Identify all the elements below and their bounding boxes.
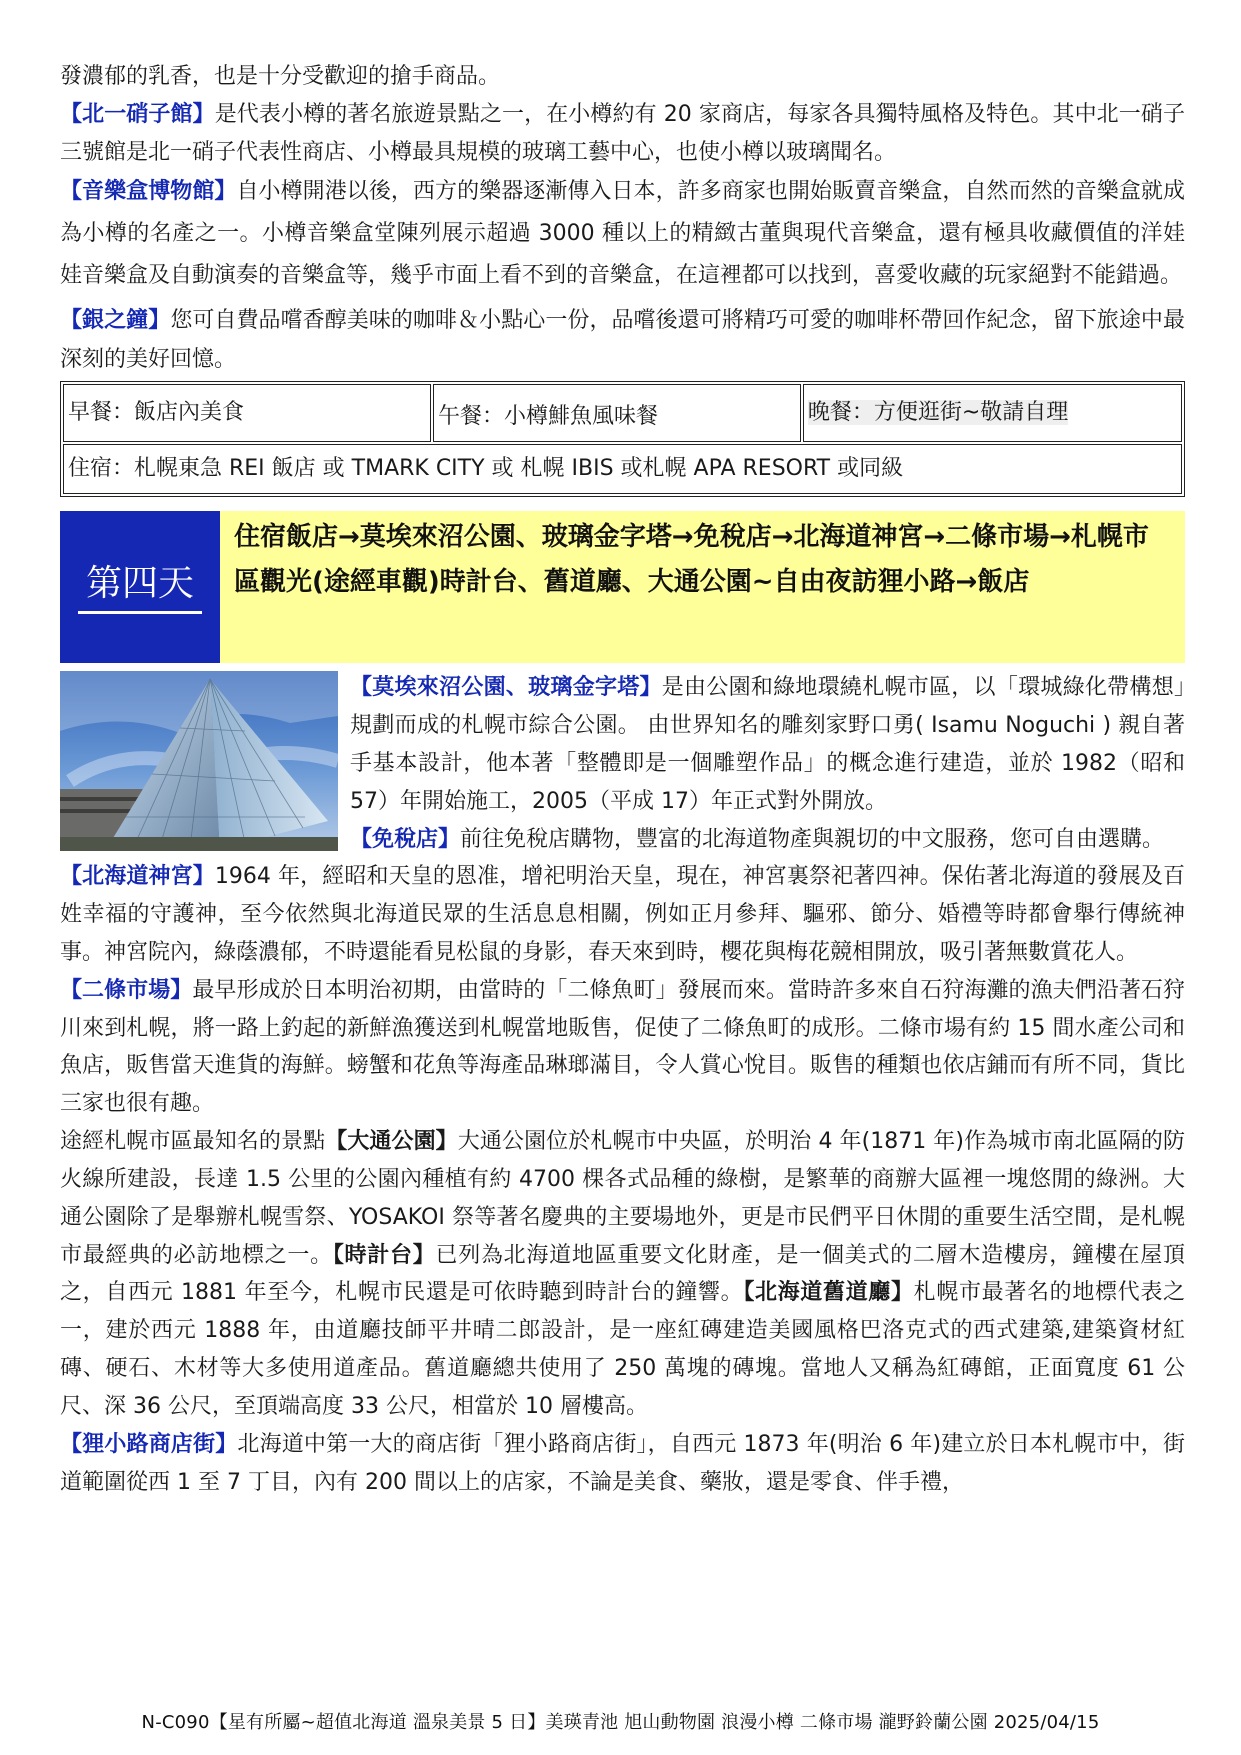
section-moerenuma xyxy=(350,669,1185,820)
old-government-text: 札幌市最著名的地標代表之一，建於西元 1888 年，由道廳技師平井晴二郎設計，是一座紅磚建造美國風格巴洛克式的西式建築,建築資材紅磚、硬石、木材等大多使用道產品。舊道廳總共使用了 250 萬塊的磚塊。當地人又稱為紅磚館，正面寬度 61 公尺、深 36 公尺，至頂端高度 33 公尺，相當於 10 層樓高。 xyxy=(60,1280,1185,1419)
section-tag: 【北海道神宮】 xyxy=(60,864,215,890)
page-footer: N-C090【星有所屬~超值北海道 溫泉美景 5 日】美瑛青池 旭山動物園 浪漫小樽 二條市場 瀧野鈴蘭公園 2025/04/15 xyxy=(141,1712,1100,1733)
day-banner xyxy=(60,511,1185,663)
section-city-tour xyxy=(60,1123,1185,1426)
section-tag: 【音樂盒博物館】 xyxy=(60,179,237,205)
section-tag: 【莫埃來沼公園、玻璃金字塔】 xyxy=(350,675,662,701)
section-tag: 【狸小路商店街】 xyxy=(60,1431,238,1457)
section-text: 1964 年，經昭和天皇的恩准，增祀明治天皇，現在，神宮裏祭祀著四神。保佑著北海道的發展及百姓幸福的守護神，至今依然與北海道民眾的生活息息相關，例如正月參拜、驅邪、節分、婚禮等時都會舉行傳統神事。神宮院內，綠蔭濃郁，不時還能看見松鼠的身影，春天來到時，櫻花與梅花競相開放，吸引著無數賞花人。 xyxy=(60,864,1185,965)
dinner-text: 晚餐：方便逛街~敬請自理 xyxy=(807,399,1069,425)
city-lead: 途經札幌市區最知名的景點 xyxy=(60,1129,326,1155)
section-text: 是代表小樽的著名旅遊景點之一，在小樽約有 20 家商店，每家各具獨特風格及特色。其中北一硝子三號館是北一硝子代表性商店、小樽最具規模的玻璃工藝中心，也使小樽以玻璃聞名。 xyxy=(60,101,1185,165)
day-route: 住宿飯店→莫埃來沼公園、玻璃金字塔→免稅店→北海道神宮→二條市場→札幌市區觀光(途經車觀)時計台、舊道廳、大通公園~自由夜訪狸小路→飯店 xyxy=(220,511,1185,663)
glass-pyramid-image xyxy=(60,671,338,851)
clock-tower-tag: 【時計台】 xyxy=(332,1242,436,1268)
section-duty-free xyxy=(350,821,1185,859)
document-page xyxy=(60,58,1185,1501)
photo-section xyxy=(60,669,1185,858)
section-text: 您可自費品嚐香醇美味的咖啡＆小點心一份，品嚐後還可將精巧可愛的咖啡杯帶回作紀念，留下旅途中最深刻的美好回憶。 xyxy=(60,307,1185,373)
section-tag: 【二條市場】 xyxy=(60,977,193,1003)
dinner-cell xyxy=(803,384,1182,442)
section-text: 北海道中第一大的商店街「狸小路商店街」，自西元 1873 年(明治 6 年)建立於日本札幌市中，街道範圍從西 1 至 7 丁目，內有 200 間以上的店家，不論是美食、藥妝，還是零食、伴手禮， xyxy=(60,1431,1185,1495)
intro-line: 發濃郁的乳香，也是十分受歡迎的搶手商品。 xyxy=(60,64,501,89)
section-ginnokane xyxy=(60,301,1185,379)
breakfast-cell: 早餐：飯店內美食 xyxy=(63,384,431,442)
section-tag: 【免稅店】 xyxy=(350,826,461,852)
section-tag: 【銀之鐘】 xyxy=(60,307,171,333)
section-tag: 【北一硝子館】 xyxy=(60,101,215,127)
day-label-text: 第四天 xyxy=(78,560,202,614)
section-text: 是由公園和綠地環繞札幌市區，以「環城綠化帶構想」規劃而成的札幌市綜合公園。 由世界知名的雕刻家野口勇( Isamu Noguchi ) 親自著手基本設計，他本著「整體即是一個雕塑作品」的概念進行建造，並於 1982（昭和 57）年開始施工，2005（平成 17）年正式對外開放。 xyxy=(350,675,1185,814)
section-text: 前往免稅店購物，豐富的北海道物產與親切的中文服務，您可自由選購。 xyxy=(460,826,1165,852)
photo-text xyxy=(350,669,1185,858)
section-text: 自小樽開港以後，西方的樂器逐漸傳入日本，許多商家也開始販賣音樂盒，自然而然的音樂盒就成為小樽的名產之一。小樽音樂盒堂陳列展示超過 3000 種以上的精緻古董與現代音樂盒，還有極具收藏價值的洋娃娃音樂盒及自動演奏的音樂盒等，幾乎市面上看不到的音樂盒，在這裡都可以找到，喜愛收藏的玩家絕對不能錯過。 xyxy=(60,179,1185,289)
section-nijo-market xyxy=(60,972,1185,1123)
meal-table xyxy=(60,381,1185,497)
section-tanukikoji xyxy=(60,1426,1185,1502)
day-label xyxy=(60,511,220,663)
odori-text: 大通公園位於札幌市中央區，於明治 4 年(1871 年)作為城市南北區隔的防火線所建設，長達 1.5 公里的公園內種植有約 4700 棵各式品種的綠樹，是繁華的商辦大區裡一塊悠閒的綠洲。大通公園除了是舉辦札幌雪祭、YOSAKOI 祭等著名慶典的主要場地外，更是市民們平日休閒的重要生活空間，是札幌市最經典的必訪地標之一。 xyxy=(60,1129,1185,1268)
old-government-tag: 【北海道舊道廳】 xyxy=(743,1280,914,1306)
clock-tower-text: 已列為北海道地區重要文化財產，是一個美式的二層木造樓房，鐘樓在屋頂之，自西元 1881 年至今，札幌市民還是可依時聽到時計台的鐘響。 xyxy=(60,1242,1185,1306)
hotel-cell: 住宿：札幌東急 REI 飯店 或 TMARK CITY 或 札幌 IBIS 或札幌 APA RESORT 或同級 xyxy=(63,444,1182,494)
section-music-box-museum xyxy=(60,171,1185,296)
section-kitaichi-glass xyxy=(60,96,1185,172)
lunch-cell: 午餐：小樽鯡魚風味餐 xyxy=(433,384,801,442)
section-hokkaido-shrine xyxy=(60,858,1185,971)
odori-tag: 【大通公園】 xyxy=(325,1129,458,1155)
section-text: 最早形成於日本明治初期，由當時的「二條魚町」發展而來。當時許多來自石狩海灘的漁夫們沿著石狩川來到札幌，將一路上釣起的新鮮漁獲送到札幌當地販售，促使了二條魚町的成形。二條市場有約 15 間水產公司和魚店，販售當天進貨的海鮮。螃蟹和花魚等海產品琳瑯滿目，令人賞心悅目。販售的種類也依店鋪而有所不同，貨比三家也很有趣。 xyxy=(60,977,1185,1117)
